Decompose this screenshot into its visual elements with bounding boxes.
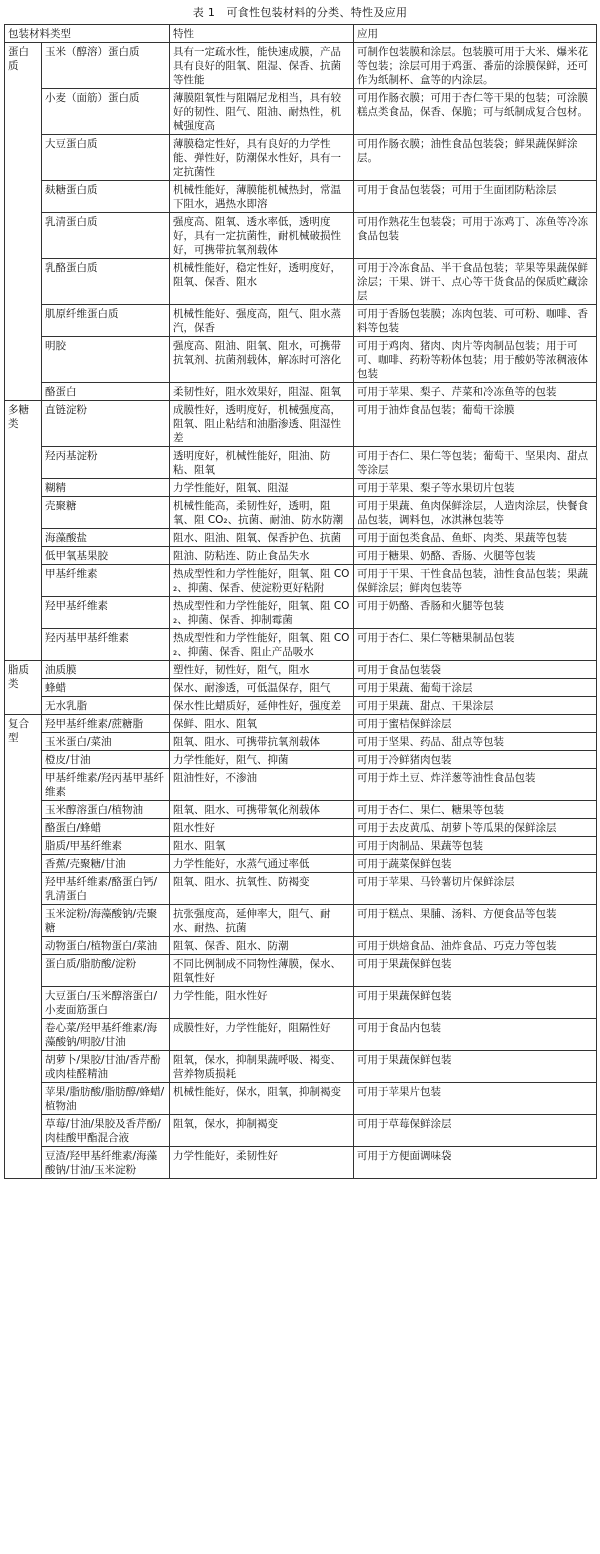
material-cell: 羟丙基淀粉: [42, 447, 170, 479]
application-cell: 可用于苹果、梨子、芹菜和冷冻鱼等的包装: [354, 383, 597, 401]
application-cell: 可用于食品包装袋: [354, 661, 597, 679]
material-cell: 乳酪蛋白质: [42, 259, 170, 305]
property-cell: 机械性能高，柔韧性好，透明，阻氧、阻 CO₂、抗菌、耐油、防水防潮: [170, 497, 354, 529]
material-cell: 明胶: [42, 337, 170, 383]
material-cell: 蜂蜡: [42, 679, 170, 697]
application-cell: 可制作包装膜和涂层。包装膜可用于大米、爆米花等包装；涂层可用于鸡蛋、番茄的涂膜保鲜，还可作为纸制杯、盒等的内涂层。: [354, 43, 597, 89]
table-row: [5, 259, 597, 305]
property-cell: 塑性好，韧性好，阻气，阻水: [170, 661, 354, 679]
table-row: [5, 89, 597, 135]
material-cell: 大豆蛋白/玉米醇溶蛋白/小麦面筋蛋白: [42, 987, 170, 1019]
material-cell: 乳清蛋白质: [42, 213, 170, 259]
application-cell: 可用于果蔬、葡萄干涂层: [354, 679, 597, 697]
property-cell: 阻水、阻油、阻氧、保香护色、抗菌: [170, 529, 354, 547]
material-cell: 肌原纤维蛋白质: [42, 305, 170, 337]
application-cell: 可用于香肠包装膜；冻肉包装、可可粉、咖啡、香料等包装: [354, 305, 597, 337]
table-row: [5, 629, 597, 661]
property-cell: 阻氧、阻水、抗氧性、防褐变: [170, 873, 354, 905]
application-cell: 可用作肠衣膜；可用于杏仁等干果的包装；可涂膜糕点类食品，保香、保脆；可与纸制成复合包材。: [354, 89, 597, 135]
application-cell: 可用于苹果、梨子等水果切片包装: [354, 479, 597, 497]
material-cell: 油质膜: [42, 661, 170, 679]
material-cell: 玉米（醇溶）蛋白质: [42, 43, 170, 89]
application-cell: 可用于食品内包装: [354, 1019, 597, 1051]
property-cell: 抗张强度高，延伸率大，阻气、耐水、耐热、抗菌: [170, 905, 354, 937]
application-cell: 可用于果蔬保鲜包装: [354, 955, 597, 987]
application-cell: 可用于鸡肉、猪肉、肉片等肉制品包装；用于可可、咖啡、药粉等粉体包装；用于酸奶等浓稠液体包装: [354, 337, 597, 383]
table-row: [5, 1051, 597, 1083]
material-cell: 橙皮/甘油: [42, 751, 170, 769]
property-cell: 阻氧、保香、阻水、防潮: [170, 937, 354, 955]
table-row: [5, 855, 597, 873]
property-cell: 机械性能好，稳定性好，透明度好，阻氧、保香、阻水: [170, 259, 354, 305]
property-cell: 不同比例制成不同物性薄膜，保水、阻氧性好: [170, 955, 354, 987]
table-row: [5, 479, 597, 497]
table-row: [5, 497, 597, 529]
application-cell: 可用于面包类食品、鱼虾、肉类、果蔬等包装: [354, 529, 597, 547]
table-row: [5, 181, 597, 213]
table-row: [5, 337, 597, 383]
table-row: [5, 135, 597, 181]
application-cell: 可用于糖果、奶酪、香肠、火腿等包装: [354, 547, 597, 565]
application-cell: 可用于杏仁、果仁等糖果制品包装: [354, 629, 597, 661]
application-cell: 可用于方便面调味袋: [354, 1147, 597, 1179]
property-cell: 阻氧、阻水、可携带抗氧剂载体: [170, 733, 354, 751]
material-cell: 壳聚糖: [42, 497, 170, 529]
table-row: [5, 801, 597, 819]
table-row: [5, 401, 597, 447]
table-row: [5, 1083, 597, 1115]
material-cell: 直链淀粉: [42, 401, 170, 447]
application-cell: 可用于炸土豆、炸洋葱等油性食品包装: [354, 769, 597, 801]
header-property: 特性: [170, 25, 354, 43]
material-cell: 羟甲基纤维素: [42, 597, 170, 629]
application-cell: 可用于去皮黄瓜、胡萝卜等瓜果的保鲜涂层: [354, 819, 597, 837]
material-cell: 卷心菜/羟甲基纤维素/海藻酸钠/明胶/甘油: [42, 1019, 170, 1051]
application-cell: 可用于果蔬、鱼肉保鲜涂层，人造肉涂层，快餐食品包装，调料包，冰淇淋包装等: [354, 497, 597, 529]
property-cell: 强度高、阻油、阻氧、阻水，可携带抗氧剂、抗菌剂载体，解冻时可溶化: [170, 337, 354, 383]
property-cell: 阻氧，保水，抑制果蔬呼吸、褐变、营养物质损耗: [170, 1051, 354, 1083]
application-cell: 可用于食品包装袋；可用于生面团防粘涂层: [354, 181, 597, 213]
property-cell: 成膜性好，透明度好，机械强度高，阻氧、阻止粘结和油脂渗透、阻湿性差: [170, 401, 354, 447]
application-cell: 可用于果蔬保鲜包装: [354, 987, 597, 1019]
table-row: [5, 529, 597, 547]
application-cell: 可用于果蔬、甜点、干果涂层: [354, 697, 597, 715]
material-cell: 玉米蛋白/菜油: [42, 733, 170, 751]
material-cell: 草莓/甘油/果胶及香芹酚/肉桂酸甲酯混合液: [42, 1115, 170, 1147]
application-cell: 可用于蜜桔保鲜涂层: [354, 715, 597, 733]
material-cell: 低甲氧基果胶: [42, 547, 170, 565]
category-cell: 脂质类: [5, 661, 42, 715]
property-cell: 阻氧，保水，抑制褐变: [170, 1115, 354, 1147]
table-title: 表 1 可食性包装材料的分类、特性及应用: [192, 6, 408, 19]
application-cell: 可用于坚果、药品、甜点等包装: [354, 733, 597, 751]
table-row: [5, 697, 597, 715]
application-cell: 可用于烘焙食品、油炸食品、巧克力等包装: [354, 937, 597, 955]
table-row: [5, 751, 597, 769]
property-cell: 保水性比蜡质好，延伸性好，强度差: [170, 697, 354, 715]
application-cell: 可用于糕点、果脯、汤料、方便食品等包装: [354, 905, 597, 937]
table-row: [5, 547, 597, 565]
table-row: [5, 937, 597, 955]
material-cell: 豆渣/羟甲基纤维素/海藻酸钠/甘油/玉米淀粉: [42, 1147, 170, 1179]
table-row: [5, 661, 597, 679]
application-cell: 可用于干果、干性食品包装，油性食品包装；果蔬保鲜涂层；鲜肉包装等: [354, 565, 597, 597]
property-cell: 力学性能好，水蒸气通过率低: [170, 855, 354, 873]
application-cell: 可用作熟花生包装袋；可用于冻鸡丁、冻鱼等冷冻食品包装: [354, 213, 597, 259]
property-cell: 阻水、阻氧: [170, 837, 354, 855]
property-cell: 机械性能好，保水，阻氧，抑制褐变: [170, 1083, 354, 1115]
property-cell: 阻油性好，不渗油: [170, 769, 354, 801]
material-cell: 麸糖蛋白质: [42, 181, 170, 213]
table-row: [5, 1115, 597, 1147]
application-cell: 可用于苹果片包装: [354, 1083, 597, 1115]
application-cell: 可用于奶酪、香肠和火腿等包装: [354, 597, 597, 629]
property-cell: 力学性能好，柔韧性好: [170, 1147, 354, 1179]
application-cell: 可用于果蔬保鲜包装: [354, 1051, 597, 1083]
material-cell: 酪蛋白/蜂蜡: [42, 819, 170, 837]
application-cell: 可用于草莓保鲜涂层: [354, 1115, 597, 1147]
header-material-type: 包装材料类型: [5, 25, 170, 43]
table-row: [5, 565, 597, 597]
table-row: [5, 43, 597, 89]
application-cell: 可用于油炸食品包装；葡萄干涂膜: [354, 401, 597, 447]
property-cell: 力学性能，阻水性好: [170, 987, 354, 1019]
table-row: [5, 819, 597, 837]
table-row: [5, 213, 597, 259]
application-cell: 可用于肉制品、果蔬等包装: [354, 837, 597, 855]
table-row: [5, 905, 597, 937]
material-cell: 无水乳脂: [42, 697, 170, 715]
material-cell: 甲基纤维素/羟丙基甲基纤维素: [42, 769, 170, 801]
category-cell: 复合型: [5, 715, 42, 1179]
table-row: [5, 987, 597, 1019]
application-cell: 可用于杏仁、果仁、糖果等包装: [354, 801, 597, 819]
material-cell: 糊精: [42, 479, 170, 497]
application-cell: 可用作肠衣膜；油性食品包装袋；鲜果蔬保鲜涂层。: [354, 135, 597, 181]
table-row: [5, 769, 597, 801]
table-row: [5, 715, 597, 733]
category-cell: 蛋白质: [5, 43, 42, 401]
table-row: [5, 873, 597, 905]
table-row: [5, 305, 597, 337]
property-cell: 力学性能好，阻气、抑菌: [170, 751, 354, 769]
material-cell: 羟甲基纤维素/酪蛋白钙/乳清蛋白: [42, 873, 170, 905]
material-cell: 海藻酸盐: [42, 529, 170, 547]
table-row: [5, 733, 597, 751]
property-cell: 强度高、阻氧、透水率低，透明度好，具有一定抗菌性，耐机械破损性好，可携带抗氧剂载体: [170, 213, 354, 259]
property-cell: 具有一定疏水性，能快速成膜，产品具有良好的阻氧、阻湿、保香、抗菌等性能: [170, 43, 354, 89]
property-cell: 薄膜阻氧性与阻隔尼龙相当，具有较好的韧性、阻气、阻油、耐热性，机械强度高: [170, 89, 354, 135]
application-cell: 可用于杏仁、果仁等包装；葡萄干、坚果肉、甜点等涂层: [354, 447, 597, 479]
material-cell: 大豆蛋白质: [42, 135, 170, 181]
table-body: [5, 43, 597, 1179]
property-cell: 薄膜稳定性好，具有良好的力学性能、弹性好，防潮保水性好，具有一定抗菌性: [170, 135, 354, 181]
material-cell: 玉米淀粉/海藻酸钠/壳聚糖: [42, 905, 170, 937]
table-row: [5, 1147, 597, 1179]
header-application: 应用: [354, 25, 597, 43]
material-cell: 小麦（面筋）蛋白质: [42, 89, 170, 135]
property-cell: 阻氧、阻水、可携带氧化剂载体: [170, 801, 354, 819]
material-cell: 苹果/脂肪酸/脂肪醇/蜂蜡/植物油: [42, 1083, 170, 1115]
table-row: [5, 955, 597, 987]
table-row: [5, 597, 597, 629]
table-row: [5, 383, 597, 401]
material-cell: 香蕉/壳聚糖/甘油: [42, 855, 170, 873]
table-row: [5, 447, 597, 479]
property-cell: 阻水性好: [170, 819, 354, 837]
property-cell: 力学性能好，阻氧、阻湿: [170, 479, 354, 497]
material-cell: 羟丙基甲基纤维素: [42, 629, 170, 661]
application-cell: 可用于冷冻食品、半干食品包装；苹果等果蔬保鲜涂层；干果、饼干、点心等干货食品的保质贮藏涂层: [354, 259, 597, 305]
material-cell: 玉米醇溶蛋白/植物油: [42, 801, 170, 819]
material-cell: 羟甲基纤维素/蔗糖脂: [42, 715, 170, 733]
material-cell: 蛋白质/脂肪酸/淀粉: [42, 955, 170, 987]
material-cell: 胡萝卜/果胶/甘油/香芹酚或肉桂醛精油: [42, 1051, 170, 1083]
table-row: [5, 1019, 597, 1051]
property-cell: 热成型性和力学性能好，阻氧、阻 CO₂、抑菌、保香、抑制霉菌: [170, 597, 354, 629]
material-cell: 甲基纤维素: [42, 565, 170, 597]
property-cell: 机械性能好、强度高，阻气、阻水蒸汽，保香: [170, 305, 354, 337]
application-cell: 可用于冷鲜猪肉包装: [354, 751, 597, 769]
property-cell: 保水、耐渗透，可低温保存，阻气: [170, 679, 354, 697]
property-cell: 成膜性好，力学性能好，阻隔性好: [170, 1019, 354, 1051]
application-cell: 可用于蔬菜保鲜包装: [354, 855, 597, 873]
property-cell: 热成型性和力学性能好，阻氧、阻 CO₂、抑菌、保香、阻止产品吸水: [170, 629, 354, 661]
property-cell: 阻油、防粘连、防止食品失水: [170, 547, 354, 565]
table-row: [5, 837, 597, 855]
property-cell: 透明度好，机械性能好，阻油、防粘、阻氧: [170, 447, 354, 479]
application-cell: 可用于苹果、马铃薯切片保鲜涂层: [354, 873, 597, 905]
material-cell: 脂质/甲基纤维素: [42, 837, 170, 855]
property-cell: 保鲜、阻水、阻氧: [170, 715, 354, 733]
table-row: [5, 679, 597, 697]
material-cell: 动物蛋白/植物蛋白/菜油: [42, 937, 170, 955]
material-cell: 酪蛋白: [42, 383, 170, 401]
category-cell: 多糖类: [5, 401, 42, 661]
property-cell: 柔韧性好，阻水效果好，阻湿、阻氧: [170, 383, 354, 401]
header-row: [5, 25, 597, 43]
packaging-materials-table: [4, 24, 597, 1179]
property-cell: 机械性能好，薄膜能机械热封，常温下阻水，遇热水即溶: [170, 181, 354, 213]
property-cell: 热成型性和力学性能好，阻氧、阻 CO₂、抑菌、保香、使淀粉更好粘附: [170, 565, 354, 597]
